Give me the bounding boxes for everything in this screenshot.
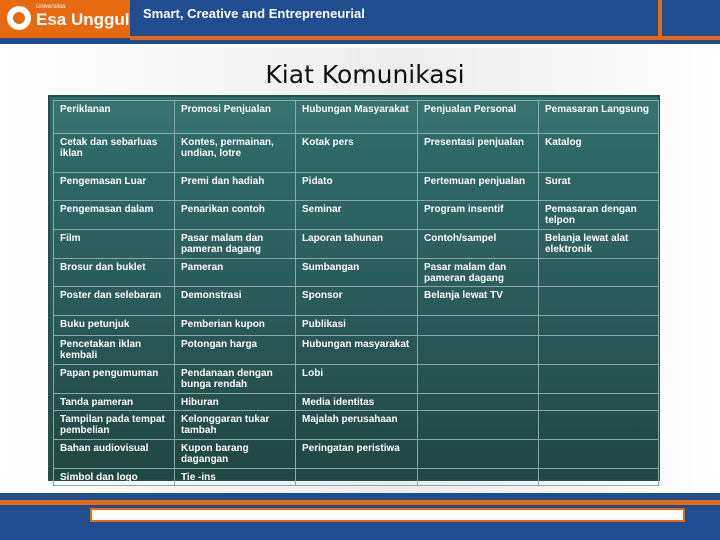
table-header-cell: Penjualan Personal bbox=[418, 101, 539, 134]
table-cell bbox=[539, 259, 659, 287]
table-row bbox=[54, 316, 659, 336]
table-cell: Pendanaan dengan bunga rendah bbox=[175, 365, 296, 394]
table-row bbox=[54, 134, 659, 173]
table-row bbox=[54, 259, 659, 287]
table-cell: Pemasaran dengan telpon bbox=[539, 201, 659, 230]
table-row bbox=[54, 394, 659, 411]
table-cell: Papan pengumuman bbox=[54, 365, 175, 394]
table-cell: Majalah perusahaan bbox=[296, 411, 418, 440]
table-cell: Pertemuan penjualan bbox=[418, 173, 539, 201]
table-cell bbox=[539, 365, 659, 394]
table-cell: Pengemasan Luar bbox=[54, 173, 175, 201]
table-cell: Pemberian kupon bbox=[175, 316, 296, 336]
table-header-row bbox=[54, 101, 659, 134]
slide-title: Kiat Komunikasi bbox=[265, 60, 465, 89]
table-cell: Film bbox=[54, 230, 175, 259]
footer-accent-line bbox=[0, 500, 720, 505]
table-cell: Premi dan hadiah bbox=[175, 173, 296, 201]
table-cell: Seminar bbox=[296, 201, 418, 230]
table-cell: Pidato bbox=[296, 173, 418, 201]
table-cell bbox=[418, 411, 539, 440]
table-cell: Surat bbox=[539, 173, 659, 201]
table-cell: Contoh/sampel bbox=[418, 230, 539, 259]
table-cell bbox=[539, 440, 659, 469]
table-row bbox=[54, 287, 659, 316]
table-cell bbox=[418, 469, 539, 486]
table-cell: Simbol dan logo bbox=[54, 469, 175, 486]
table-cell: Tampilan pada tempat pembelian bbox=[54, 411, 175, 440]
table-cell bbox=[539, 316, 659, 336]
table-cell: Presentasi penjualan bbox=[418, 134, 539, 173]
table-cell: Poster dan selebaran bbox=[54, 287, 175, 316]
table-cell bbox=[539, 287, 659, 316]
table-cell: Sumbangan bbox=[296, 259, 418, 287]
table-cell bbox=[418, 316, 539, 336]
table-row bbox=[54, 201, 659, 230]
table-header-cell: Periklanan bbox=[54, 101, 175, 134]
table-cell: Program insentif bbox=[418, 201, 539, 230]
table-cell: Peringatan peristiwa bbox=[296, 440, 418, 469]
table-cell bbox=[539, 411, 659, 440]
table-cell: Media identitas bbox=[296, 394, 418, 411]
table-cell: Pengemasan dalam bbox=[54, 201, 175, 230]
communication-table bbox=[53, 100, 659, 486]
table-cell: Kotak pers bbox=[296, 134, 418, 173]
table-cell bbox=[539, 336, 659, 365]
table-cell: Pasar malam dan pameran dagang bbox=[418, 259, 539, 287]
table-cell bbox=[418, 365, 539, 394]
table-row bbox=[54, 440, 659, 469]
table-cell: Hubungan masyarakat bbox=[296, 336, 418, 365]
table-cell: Hiburan bbox=[175, 394, 296, 411]
table-cell: Brosur dan buklet bbox=[54, 259, 175, 287]
table-cell bbox=[418, 336, 539, 365]
table-row bbox=[54, 365, 659, 394]
logo-text: Esa Unggul bbox=[36, 10, 130, 29]
table-cell: Pasar malam dan pameran dagang bbox=[175, 230, 296, 259]
header-accent-divider bbox=[658, 0, 662, 40]
table-cell bbox=[418, 440, 539, 469]
table-row bbox=[54, 336, 659, 365]
table-cell bbox=[539, 394, 659, 411]
table-cell: Katalog bbox=[539, 134, 659, 173]
logo bbox=[0, 0, 130, 38]
table-cell: Demonstrasi bbox=[175, 287, 296, 316]
table-row bbox=[54, 230, 659, 259]
tagline: Smart, Creative and Entrepreneurial bbox=[143, 6, 365, 21]
table-cell: Kontes, permainan, undian, lotre bbox=[175, 134, 296, 173]
table-cell: Laporan tahunan bbox=[296, 230, 418, 259]
header-accent-line bbox=[130, 36, 720, 40]
table-row bbox=[54, 173, 659, 201]
table-header-cell: Promosi Penjualan bbox=[175, 101, 296, 134]
logo-emblem-icon bbox=[7, 6, 31, 30]
table-cell: Lobi bbox=[296, 365, 418, 394]
table-cell: Pencetakan iklan kembali bbox=[54, 336, 175, 365]
table-cell: Bahan audiovisual bbox=[54, 440, 175, 469]
table-cell bbox=[418, 394, 539, 411]
table-row bbox=[54, 411, 659, 440]
table-cell bbox=[539, 469, 659, 486]
table-cell: Belanja lewat alat elektronik bbox=[539, 230, 659, 259]
table-cell: Buku petunjuk bbox=[54, 316, 175, 336]
footer-box bbox=[90, 508, 685, 522]
table-cell: Belanja lewat TV bbox=[418, 287, 539, 316]
logo-subtext: Universitas bbox=[36, 4, 66, 10]
table-cell: Tie -ins bbox=[175, 469, 296, 486]
header-bar bbox=[0, 0, 720, 44]
table-cell: Penarikan contoh bbox=[175, 201, 296, 230]
table-row bbox=[54, 469, 659, 486]
table-cell bbox=[296, 469, 418, 486]
table-panel bbox=[48, 95, 660, 481]
table-cell: Kelonggaran tukar tambah bbox=[175, 411, 296, 440]
table-cell: Sponsor bbox=[296, 287, 418, 316]
table-header-cell: Pemasaran Langsung bbox=[539, 101, 659, 134]
table-cell: Cetak dan sebarluas iklan bbox=[54, 134, 175, 173]
table-header-cell: Hubungan Masyarakat bbox=[296, 101, 418, 134]
table-cell: Potongan harga bbox=[175, 336, 296, 365]
table-cell: Tanda pameran bbox=[54, 394, 175, 411]
table-cell: Publikasi bbox=[296, 316, 418, 336]
table-cell: Pameran bbox=[175, 259, 296, 287]
table-cell: Kupon barang dagangan bbox=[175, 440, 296, 469]
